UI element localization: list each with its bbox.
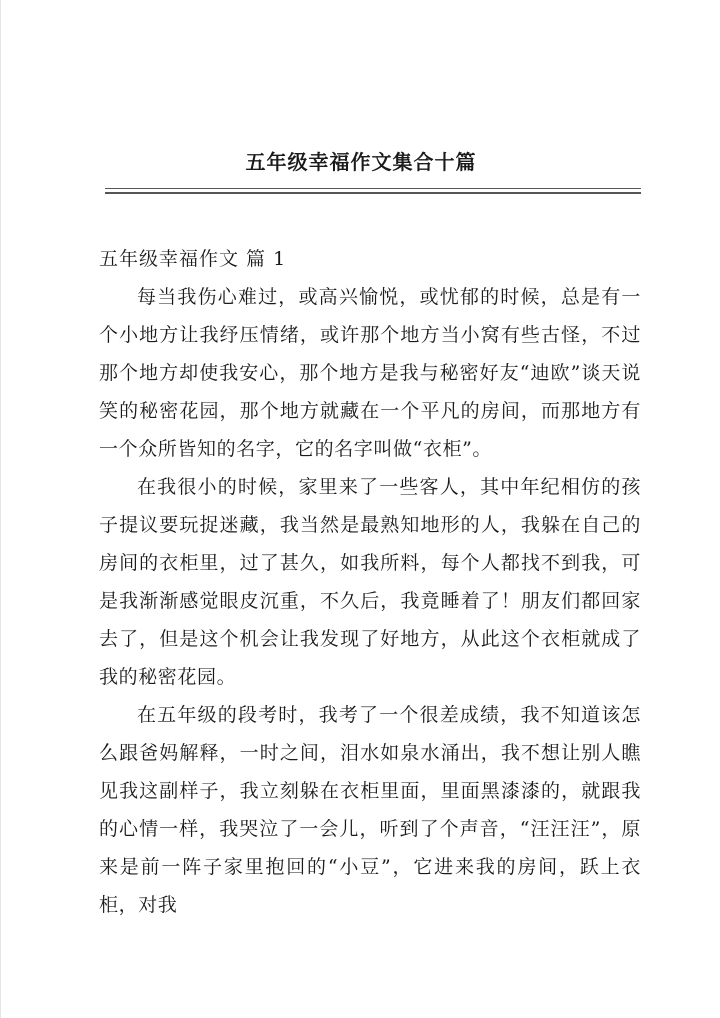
paragraph-3: 在五年级的段考时，我考了一个很差成绩，我不知道该怎么跟爸妈解释，一时之间，泪水如泉水涌出，我不想让别人瞧见我这副样子，我立刻躲在衣柜里面，里面黑漆漆的，就跟我的心情一样，我哭泣了一会儿，听到了个声音，“汪汪汪”，原来是前一阵子家里抱回的“小豆”，它进来我的房间，跃上衣柜，对我 <box>99 704 641 916</box>
document-title: 五年级幸福作文集合十篇 <box>245 150 477 174</box>
document-body <box>99 240 641 924</box>
section-heading: 五年级幸福作文 篇 1 <box>99 248 287 270</box>
paragraph-2: 在我很小的时候，家里来了一些客人，其中年纪相仿的孩子提议要玩捉迷藏，我当然是最熟知地形的人，我躲在自己的房间的衣柜里，过了甚久，如我所料，每个人都找不到我，可是我渐渐感觉眼皮沉重，不久后，我竟睡着了！朋友们都回家去了，但是这个机会让我发现了好地方，从此这个衣柜就成了我的秘密花园。 <box>99 476 641 688</box>
title-divider <box>105 188 641 194</box>
paragraph-1: 每当我伤心难过，或高兴愉悦，或忧郁的时候，总是有一个小地方让我纾压情绪，或许那个地方当小窝有些古怪，不过那个地方却使我安心，那个地方是我与秘密好友“迪欧”谈天说笑的秘密花园，那个地方就藏在一个平凡的房间，而那地方有一个众所皆知的名字，它的名字叫做“衣柜”。 <box>99 286 641 460</box>
